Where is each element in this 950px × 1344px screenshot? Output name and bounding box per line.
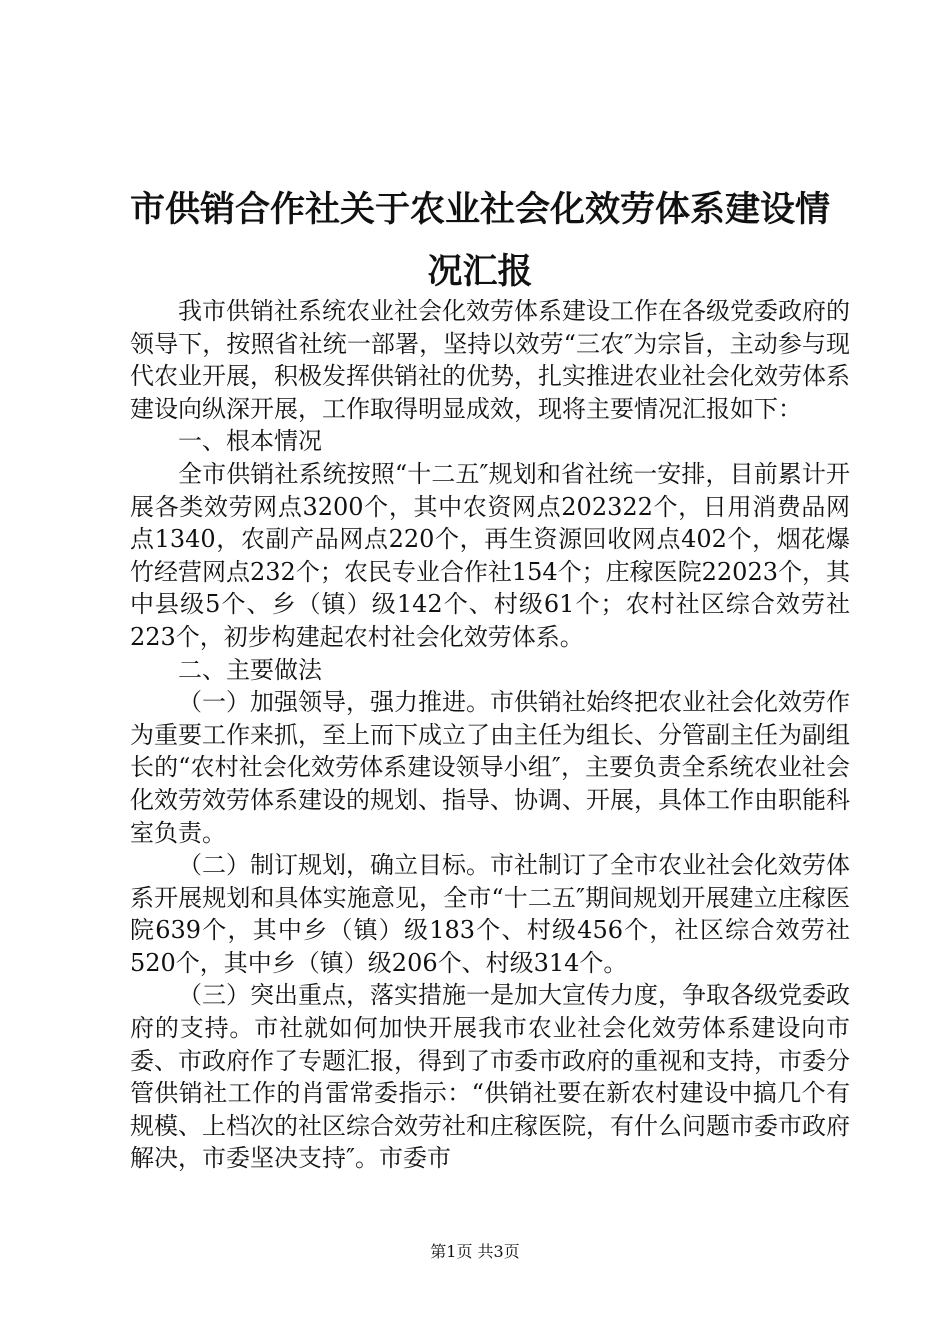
section-heading-basic-situation: 一、根本情况 xyxy=(178,427,322,456)
section-heading-main-practices: 二、主要做法 xyxy=(178,655,322,684)
document-title-line-1: 市供销合作社关于农业社会化效劳体系建设情 xyxy=(129,190,830,230)
paragraph-intro: 我市供销社系统农业社会化效劳体系建设工作在各级党委政府的领导下，按照省社统一部署，坚持以效劳“三农″为宗旨，主动参与现代农业开展，积极发挥供销社的优势，扎实推进农业社会化效劳体系建设向纵深开展，工作取得明显成效，现将主要情况汇报如下： xyxy=(130,297,850,423)
paragraph-practice-3: （三）突出重点，落实措施一是加大宣传力度，争取各级党委政府的支持。市社就如何加快开展我市农业社会化效劳体系建设向市委、市政府作了专题汇报，得到了市委市政府的重视和支持，市委分管供销社工作的肖雷常委指示：“供销社要在新农村建设中搞几个有规模、上档次的社区综合效劳社和庄稼医院，有什么问题市委市政府解决，市委坚决支持″。市委市 xyxy=(130,981,850,1173)
document-body xyxy=(130,295,850,1175)
paragraph-practice-2: （二）制订规划，确立目标。市社制订了全市农业社会化效劳体系开展规划和具体实施意见，全市“十二五″期间规划开展建立庄稼医院639个，其中乡（镇）级183个、村级456个，社区综合效劳社520个，其中乡（镇）级206个、村级314个。 xyxy=(130,851,850,977)
page-footer: 第1页 共3页 xyxy=(430,1242,520,1261)
document-title-line-2: 况汇报 xyxy=(427,252,533,292)
paragraph-basic-situation: 全市供销社系统按照“十二五″规划和省社统一安排，目前累计开展各类效劳网点3200个，其中农资网点202322个，日用消费品网点1340，农副产品网点220个，再生资源回收网点402个，烟花爆竹经营网点232个；农民专业合作社154个；庄稼医院22023个，其中县级5个、乡（镇）级142个、村级61个；农村社区综合效劳社223个，初步构建起农村社会化效劳体系。 xyxy=(130,459,850,651)
paragraph-practice-1: （一）加强领导，强力推进。市供销社始终把农业社会化效劳作为重要工作来抓，至上而下成立了由主任为组长、分管副主任为副组长的“农村社会化效劳体系建设领导小组″，主要负责全系统农业社会化效劳效劳体系建设的规划、指导、协调、开展，具体工作由职能科室负责。 xyxy=(130,688,850,847)
